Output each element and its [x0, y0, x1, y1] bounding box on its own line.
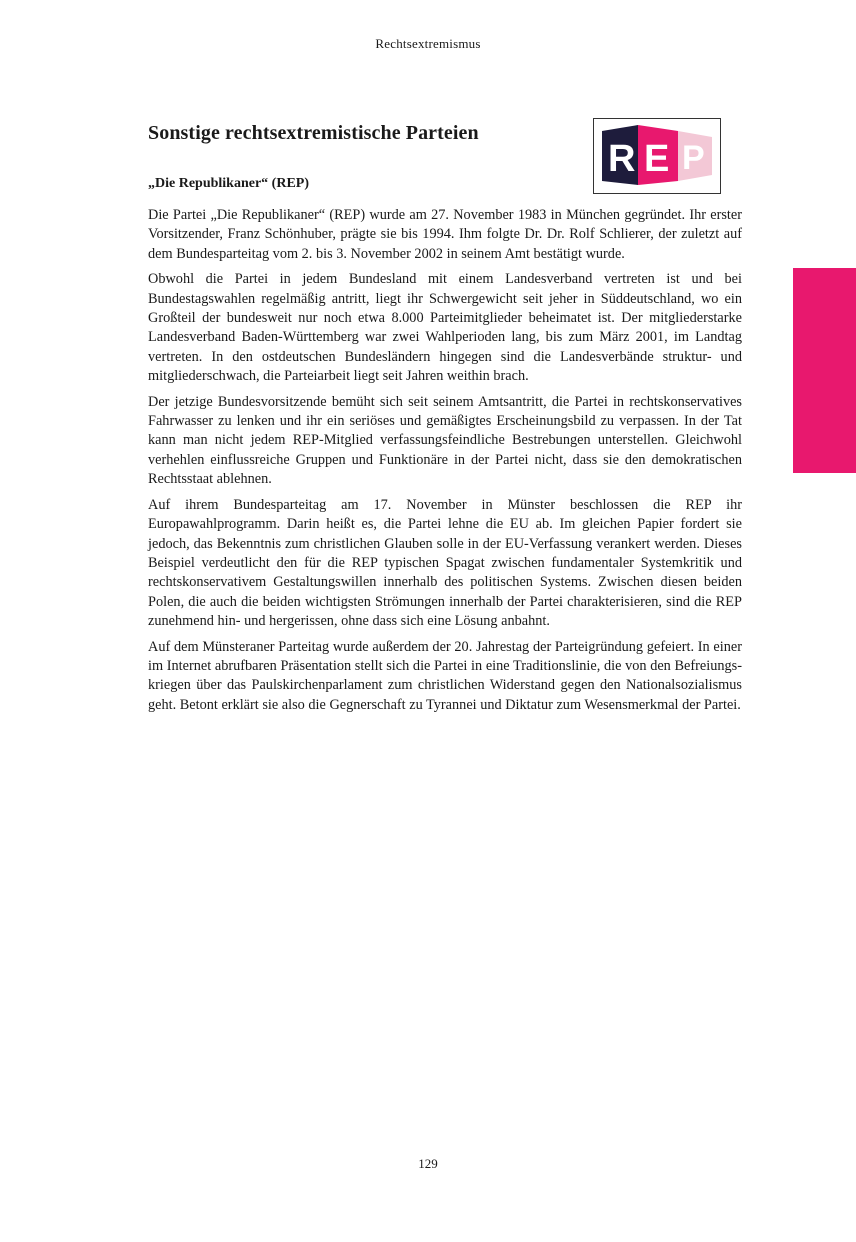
- logo-letter-p: P: [682, 139, 705, 177]
- page-number: 129: [418, 1156, 438, 1171]
- logo-letter-e: E: [644, 138, 670, 180]
- rep-party-logo: [593, 118, 721, 194]
- section-subtitle: „Die Republikaner“ (REP): [148, 176, 309, 191]
- paragraph: Obwohl die Partei in jedem Bundesland mit einem Landesverband vertreten ist und bei Bundestagswahlen regelmäßig antritt, liegt ihr Schwergewicht seit jeher in Süddeutschland, wo ein Großteil der bundesweit nur noch etwa 8.000 Parteimitglieder beheimatet ist. Der mitgliederstarke Landesverband Baden-Württemberg war zwei Wahlperioden lang, bis zum März 2001, im Landtag vertreten. In den ostdeutschen Bundesländern hingegen sind die Landesverbände struktur- und mitgliederschwach, die Parteiarbeit liegt seit Jahren weithin brach.: [148, 271, 742, 385]
- section-title: Sonstige rechtsextremistische Parteien: [148, 122, 479, 144]
- body-text: [148, 206, 742, 721]
- paragraph: Die Partei „Die Republikaner“ (REP) wurde am 27. November 1983 in München gegründet. Ihr erster Vorsitzender, Franz Schönhuber, prägte sie bis 1994. Ihm folgte Dr. Dr. Rolf Schlierer, der zuletzt auf dem Bundesparteitag vom 2. bis 3. November 2002 in seinem Amt bestätigt wurde.: [148, 207, 742, 262]
- paragraph: Der jetzige Bundesvorsitzende bemüht sich seit seinem Amtsantritt, die Partei in rechtskonservatives Fahrwasser zu lenken und ihr ein seriöses und gemäßigtes Erscheinungsbild zu verpassen. In der Tat kann man nicht jedem REP-Mitglied verfassungsfeindliche Bestrebungen unterstellen. Gleichwohl verhehlen einflussreiche Gruppen und Funktionäre in der Partei nicht, dass sie den demokratischen Rechtsstaat ablehnen.: [148, 393, 742, 488]
- logo-letter-r: R: [608, 138, 636, 180]
- paragraph: Auf dem Münsteraner Parteitag wurde außerdem der 20. Jahrestag der Parteigründung gefeiert. In einer im Internet abrufbaren Präsentation stellt sich die Partei in eine Traditionslinie, die von den Befreiungskriegen über das Paulskirchenparlament zum christlichen Widerstand gegen den Nationalsozialismus geht. Betont erklärt sie also die Gegnerschaft zu Tyrannei und Diktatur zum Wesensmerkmal der Partei.: [148, 638, 742, 713]
- chapter-tab-marker: [793, 268, 856, 473]
- rep-logo-graphic: [594, 119, 720, 193]
- paragraph: Auf ihrem Bundesparteitag am 17. November in Münster beschlossen die REP ihr Europawahlprogramm. Darin heißt es, die Partei lehne die EU ab. Im gleichen Papier fordert sie jedoch, das Bekenntnis zum christlichen Glauben solle in der EU-Verfassung verankert werden. Dieses Beispiel verdeutlicht den für die REP typischen Spagat zwischen fundamentaler Systemkritik und rechtskonservativem Gestaltungswillen innerhalb des politischen Systems. Zwischen diesen beiden Polen, die auch die beiden wichtigsten Strömungen innerhalb der Partei charakterisieren, sind die REP zunehmend hin- und hergerissen, ohne dass sich eine Lösung anbahnt.: [148, 496, 742, 630]
- running-header: Rechtsextremismus: [375, 36, 481, 51]
